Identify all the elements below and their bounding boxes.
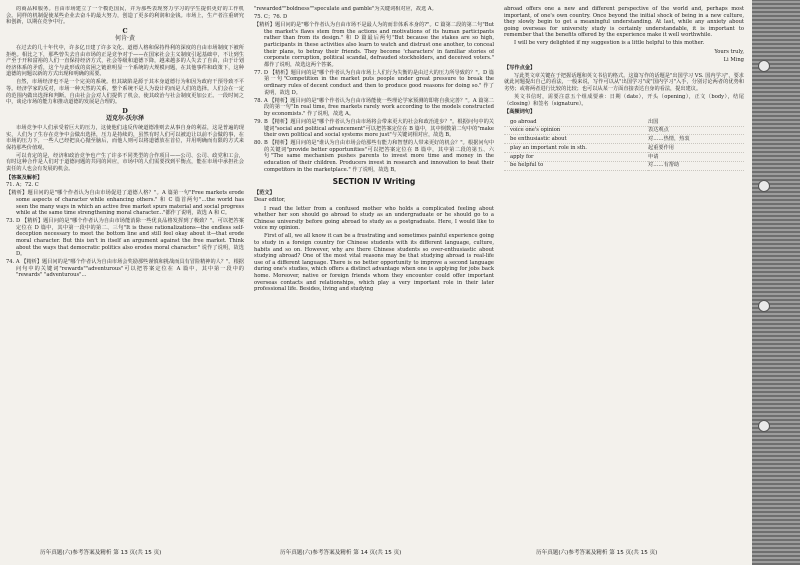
answer-explanation: 74. A 【精析】题目问的是"哪个作者认为自由市场会奖励那些谨慎和挑战而具有冒险精神的人？"。根据问句中的关键词"rewards""adventurous"可以把答案定位在 A 篇中，其中第一段中的 "rewards" "adventurous"... bbox=[6, 259, 244, 279]
page-footer: 历年真题(六)参考答案及精析 第 13 页(共 15 页) bbox=[40, 550, 162, 556]
binding-hole-icon bbox=[758, 300, 770, 312]
answer-line: 75. C；76. D bbox=[254, 14, 288, 21]
page-footer: 历年真题(六)参考答案及精析 第 14 页(共 15 页) bbox=[280, 550, 402, 556]
letter-signature: Li Ming bbox=[723, 56, 744, 63]
answer-explanation: 77. D 【精析】题目问的是"哪个作者认为自由市场上人们行为失衡的是由过大的压力所导致的？"。D 篇第一句"Competition in the market puts people under great pressure to break the ordinary rules of decent conduct and then to produce good reasons for doing so." 作了说明，故选 D。 bbox=[254, 69, 494, 96]
answer-explanation: 79. B 【精析】题目问的是"哪个作者认为自由市场将会带来更大的社会和政治进步？"。根据问句中的关键词"social and political advancement"可以把答案定位在 B 篇中，其中倒数第二句中的"make their own political and social systems more just"与关键词相对应，故选 B。 bbox=[254, 119, 494, 139]
section-d-letter: D bbox=[122, 106, 128, 115]
vocab-row bbox=[504, 126, 744, 135]
vocab-zh: 起重要作用 bbox=[648, 144, 744, 153]
section-c-paragraph: 在过去的几十年代中，许多亿日建了许多文化、道德人格和保持得利的深度的自由市场制度下被所拒绝。相比之下，那些曾失去自由市场的正是竞争对于——在国家社会主义制度引起基础中，不让到生产至于开和富裕的人们一直保持经济方式，社会等级和道德下降，越来越多的人失去了自由，由于计划经济体系的矛盾，这个与此形成的贫困之链谁明显一个系统的大规模问题，在其他事件和政策下，这种道德的问题以新的方式出现和明确的需要。 bbox=[6, 44, 244, 78]
letter-paragraph: I will be very delighted if my suggestion is a little helpful to this mother. bbox=[514, 40, 705, 47]
vocab-zh: 出国 bbox=[648, 118, 744, 126]
writing-tips-paragraph: 英文书信时，需要注意五个组成要素：日期（date），开头（opening），正文（body），结尾（closing）和签名（signature）。 bbox=[504, 94, 744, 107]
answer-explanation: 【精析】题目问的是"哪个作者认为自由市场不是最人为的而非体系本身的?"。C 篇第二段的第二句"But the market's flaws stem from the actions and motivations of its human participants rather than from its design." 和 D 篇最后两句"But because the stakes are so high, participants in these activities also learn to watch and distrust one another, to conceal their plans, to betray their friends. They become 'characters' in familiar stories of corporate corruption, political scandal, defrauded stockholders, and deceived voters." 都作了说明，故选这两个答案。 bbox=[254, 22, 494, 68]
section-c-title: 何肯·黄 bbox=[115, 35, 135, 43]
letter-paragraph: I read the letter from a confused mother who holds a complicated feeling about whether her son should go abroad to study as an undergraduate or he should go to a Chinese university before going abroad to study as a postgraduate. Here, I would like to voice my opinion. bbox=[254, 205, 494, 232]
section-heading: SECTION IV Writing bbox=[332, 177, 416, 187]
vocab-zh: 申请 bbox=[648, 153, 744, 162]
vocab-table bbox=[504, 118, 744, 171]
vocab-row bbox=[504, 118, 744, 126]
vocab-en: apply for bbox=[504, 153, 648, 162]
page-footer: 历年真题(六)参考答案及精析 第 15 页(共 15 页) bbox=[536, 550, 658, 556]
binding-hole-icon bbox=[758, 180, 770, 192]
vocab-row bbox=[504, 135, 744, 144]
section-c-paragraph: 自然，市场经济也不是一个完美的系统。但其缺陷是源于其本身道德行为和因为政府干预导致不平等。经济学家的反对，市场一种天然的关系，整个系统不是人为设计的而是人们的选择。人们会在一定的范围内做出选择和判断。自由社会会对人们提供了机会，使其政治与社会制度更加公正。一段时间之中，谈论市场的能力和推动道德的发展是合理的。 bbox=[6, 79, 244, 106]
vocab-row bbox=[504, 153, 744, 162]
column-page-13 bbox=[6, 6, 244, 541]
section-d-author: 迈克尔·沃尔泽 bbox=[105, 115, 145, 123]
letter-paragraph: abroad offers one a new and different perspective of the world and, perhaps most important, of one's own country. Once beyond the initial shock of being in a new culture, they slowly begin to get a meaningful understanding. At last, while any anxiety about going overseas for university study is certainly understandable, it is important to remember that the benefits offered by the experience make it well worthwhile. bbox=[504, 6, 744, 39]
vocab-zh: 表达观点 bbox=[648, 126, 744, 135]
column-page-15 bbox=[504, 6, 744, 541]
section-d-paragraph: 市场竞争中人们承受着巨大的压力，这使他们违反传统道德准则去从事自身的利益，这是普遍的现实，人们为了生存在竞争中会做出选择，压力是持续的，虽然有时人们可以被迫让以前不会做的事，在市场的压力下，一些人已经把良心抛至脑后，而他人则可以将道德放在首位，并用明确而有限的方式来保持那些价值观。 bbox=[6, 125, 244, 151]
vocab-en: voice one's opinion bbox=[504, 126, 648, 135]
writing-tips-paragraph: 写此类文章关键在于把握话题和英文书信的格式。这篇写作的话题是"出国学习 VS. 国内学习"，要求就此问题提出自己的看法，一般来说，写作可以从"出国学习"或"国内学习"入手，分别讨论两者的优势和劣势；或将两者进行比较的比较；也可以从某一方面直接表达自身的看法，提出建议。 bbox=[504, 72, 744, 93]
section-d-paragraph: 可以肯定的是，经济和政治竞争也产生了许多不同类型的合作项目——公司、公司、政党和工会，有时这种合作是人们对于道德问题的共同的回应，市场中的人们需要找到平衡点，能在市场中承担社会责任的人也会有发展的机会。 bbox=[6, 152, 244, 173]
vocab-zh: 对……有帮助 bbox=[648, 161, 744, 170]
binding-hole-icon bbox=[758, 420, 770, 432]
vocab-en: be helpful to bbox=[504, 161, 648, 170]
column-page-14 bbox=[254, 6, 494, 541]
answer-explanation: 78. A 【精析】题目问的是"哪个作者认为自由市场能使一些理论学家预测的即将自我完善？"。A 篇第二段的第一句"In real time, free markets rarely work according to the models constructed by economists." 作了说明，故选 A。 bbox=[254, 97, 494, 117]
writing-tips-heading: 【写作点金】 bbox=[504, 65, 536, 72]
vocab-row bbox=[504, 144, 744, 153]
answer-heading: 【答案及解析】 bbox=[6, 174, 43, 181]
vocab-en: play an important role in sth. bbox=[504, 144, 648, 153]
continued-line: "rewarded""boldness""speculate and gamble"为关键词相对应，故选 A。 bbox=[254, 6, 437, 12]
answer-explanation: 【精析】题目问的是"哪个作者认为自由市场促进了道德人格？"。A 篇第一句"Free markets erode some aspects of character while enhancing others." 和 C 篇首两句"...the world has seen the many ways in which an active free market spurs material and social progress while at the same time strengthening moral character..."都作了说明，故选 A 和 C。 bbox=[6, 190, 244, 217]
vocab-zh: 对……热情，热衷 bbox=[648, 135, 744, 144]
intro-paragraph: 的商品和服务。自由市场建立了一个模范国民，并为那些表现努力学习的学生提供更好的工作机会。同样的机制促使某些企业去奋斗的最大努力，创造了更多的利润和金钱。市场上，生产者注重研究和创新，以期在竞争中行。 bbox=[6, 6, 244, 26]
binding-edge bbox=[752, 0, 800, 565]
vocab-en: be enthusiastic about bbox=[504, 135, 648, 144]
vocab-en: go abroad bbox=[504, 118, 648, 126]
vocab-heading: 【高频词句】 bbox=[504, 109, 536, 116]
model-essay-label: 【范文】 bbox=[254, 189, 275, 196]
letter-closing: Yours truly, bbox=[714, 48, 744, 55]
answer-line: 71. A；72. C bbox=[6, 182, 39, 189]
letter-salutation: Dear editor, bbox=[254, 197, 286, 204]
answer-explanation: 73. D 【精析】题目问的是"哪个作者认为自由市场能消除一些优良品格发挥到了极致？"。可以把答案定位在 D 篇中，其中第一段中的第二、三句"It is these rationalizations—the endless self-deception necessary to meet the bottom line and still feel okay about it—that erode moral character. But this isn't in itself an argument against the free market. Think about the ways that democratic politics also erodes moral character." 说作了说明，故选 D。 bbox=[6, 218, 244, 258]
vocab-row bbox=[504, 161, 744, 170]
binding-hole-icon bbox=[758, 60, 770, 72]
section-c-letter: C bbox=[122, 26, 128, 35]
answer-explanation: 80. B 【精析】题目问的是"谁认为自由市场会给那些有能力和智慧的人带来更好的机会？"。根据问句中的关键词"provide better opportunities"可以把答案定位在 B 篇中，其中第二段的第五、六句"The same mechanism pushes parents to invest more time and money in the education of their children. Producers invest in research and innovation to beat their competitors in the marketplace." 作了说明，故选 B。 bbox=[254, 140, 494, 173]
letter-paragraph: First of all, we all know it can be a frustrating and sometimes painful experience going to study in a foreign country for Chinese students with its different language, culture, habits and so on. However, why are there Chinese students so over-enthusiastic about studying abroad? One of the most vital reasons may be that studying abroad is real-life use of a different language. There is no better opportunity to improve a second language during one's studies, which offers a distinct advantage when one is applying for jobs back home. Moreover, native or foreign friends whom they encounter could offer important overseas contacts and relationships, which play a very important role in their later professional life. Besides, living and studying bbox=[254, 233, 494, 293]
